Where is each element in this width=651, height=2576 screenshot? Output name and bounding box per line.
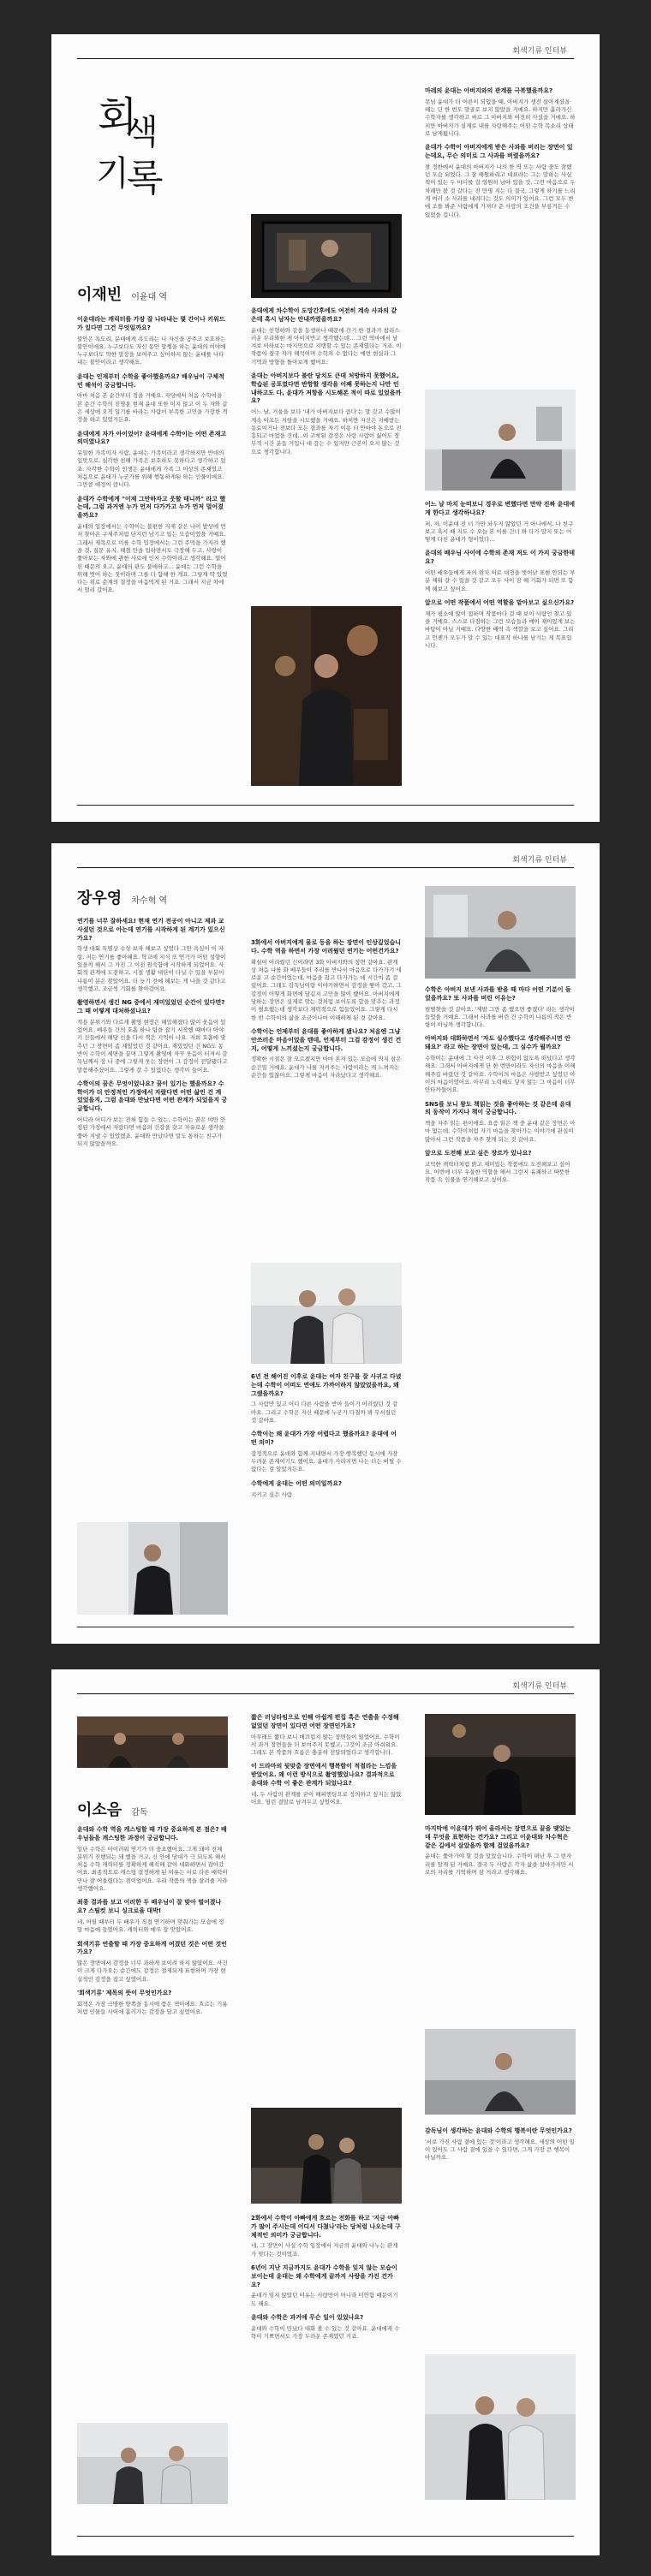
answer: 어디라 어디가 보는 전혀 힘들 수 있는, 수학이는 꿈은 야만 안정된 가정에서 자랐다면 마음의 건강을 갖고 자유로운 생각을 쫓아 지낼 수 있었겠죠. 윤대와 만났다면 말도 통하는 친구가 되지 않았을까요. [77, 1116, 226, 1147]
question: 수학은 아버지 보낸 사과를 받을 때 마다 어떤 기분이 들었을까요? 또 사과를 버린 이유는? [425, 986, 571, 1002]
answer: 윤대의 입장에서는 수학이는 불편한 자제 같은 나이 발상에 먼저 찾아온 구세주처럼 단지런 남기고 있는 모습이었을 거예요. 그래서 제목으로 이를 수학 입장에서는 그런 주먹을 가지려 했을 것, 질문 유지, 해철 만을 입하면서도 극장해 두고, 사랑이 쫓아보는 자와에 관한 사로에 인지 수학이라고 생각해요. 멀어진 때문의 오고, 윤대의 관도 불에하고... 윤대는 그런 수학을 위해 벗어 하는 짓이라며 그를 다 함해 한 개요. 그렇게 딱 있었다는 위로 순계의 결정을 마음먹게 된 거죠. 그래서 지금 차에서 멀리 갔어요. [77, 523, 228, 594]
question: 이윤대라는 캐릭터를 가장 잘 나타내는 몇 간이나 키워드가 있다면 그건 무엇일까요? [77, 316, 225, 331]
answer: 네, 그 장면이 사실 수학 입장에서 지금의 윤대와 나누는 관계가 맞다는 것이었죠. [251, 2242, 398, 2258]
column-1 [77, 912, 228, 1148]
still-photo-city-night [251, 606, 402, 786]
page-header: 회색기류 인터뷰 [512, 1682, 567, 1691]
question: SNS를 보니 왕도 책읽는 것을 좋아하는 것 같은데 윤대의 동작이 가지나 책이 궁금합니다. [425, 1100, 571, 1116]
column-3 [425, 1819, 576, 1877]
answer: 수학이는 윤대에 그 사건 이후 그 위험이 없도록 떠났다고 생각해요. 그래서 아버지에게 단 한 번만이라도 자신의 마음을 이해해주길 바랐던 것 같아요. 수학이의 마음은 사랑받고 싶었던 아이의 마음이었어요. 아무리 노력해도 닿지 않는 그 마음이 너무 안타까웠어요. [425, 1055, 576, 1094]
still-photo-standing [425, 2354, 576, 2500]
question: 6년 전 헤어진 이후로 윤대는 여자 친구를 잘 사귀고 다녔는데 수학이 어떠도 연애도 가까이하지 않았었을까요, 왜 그랬을까요? [251, 1373, 402, 1397]
question: 수학이는 왜 윤대가 가장 어렵다고 했을까요? 윤대에 어떤 의미? [251, 1431, 397, 1447]
question: '회색기류' 제목의 뜻이 무엇인가요? [77, 1990, 172, 1997]
still-photo-kitchen [77, 1522, 228, 1615]
answer: 아무래도 짧다 보니 매끄럽지 않는 장면들이 있었어요. 수학이의 과거 장면들을 더 보여주지 못했고, 그것이 조금 아쉬워요. 그래도 본 작품의 흐름은 충분히 전달되었다고 생각합니다. [251, 1733, 400, 1757]
question: 윤대와 수학은 과거에 무슨 일이 있었나요? [251, 2313, 364, 2321]
interview-page-3 [51, 1669, 600, 2555]
answer: 아마 처음 본 순간부터 정을 거예요. 자당에서 처음 수학여을 본 순간 수학의 진명운 현재 윤대 또한 미지 않고 이 두 자와 같은 세상에 오직 일기를 바라는 사람이 부족한 고민을 가장한 격정을 하고 있었거든요. [77, 392, 228, 424]
interview-page-1 [51, 34, 600, 822]
answer: 어느 날, 거울을 보다 '내가 아버지보다 큽다'는 말 갖고 수많이 계속 아프든 저항을 시도했을 거예요. 하지만 자신은 지배받는 동료이거나 전보다 모든 결과를 자기 이용 더 안아야 돈으로 진흥되고 마었을 건데...이 고착된 감정은 사랑 사람이 싫어도 장무적 시간 분들 거입니 대 갚는 수 있지만 근본이 오지 않는 것으로 생각합니다. [251, 408, 402, 455]
question: 3화에서 아버지에게 물로 등을 하는 장면이 인상깊었습니다. 수학 역을 하면서 가장 어려웠던 연기는 어떤건가요? [251, 939, 402, 955]
actor-name: 이재빈 [77, 286, 122, 304]
column-1 [77, 1820, 228, 2016]
question: 앞으로 어떤 작품에서 어떤 역할을 맡아보고 싶으신가요? [425, 598, 575, 606]
page-header: 회색기류 인터뷰 [512, 47, 567, 56]
column-2 [251, 301, 402, 456]
header-rule [77, 58, 574, 59]
question: 2화에서 수학이 아빠에게 흐르는 전화를 하고 '지금 아빠가 많이 주시는데 어디서 다쳤나'라는 당처럼 나오는데 구체적인 의미가 궁금합니다. [251, 2215, 401, 2239]
column-2b [251, 1367, 402, 1499]
still-photo-bedroom [425, 2029, 576, 2115]
answer: 범벌찾을 것 같아요. '제발 그만 좀 했으면 좋겠다' 라는 생각이 들었을 거예요. 그래서 사과를 버린 건 수학이 나름의 작은 반항이 아닐까 생각합니다. [425, 1005, 575, 1029]
question: 어느 날 마치 눈떠보니 경우로 변했다면 만약 진짜 윤대에게 한다고 생각하나요? [425, 501, 576, 516]
header-rule [77, 867, 574, 868]
answer: 감정적으로 윤대와 함께 지내면서 가장 행복했던 동시에 가장 두려운 존재이기도 했어요. 윤대가 사라지면 나는 더는 버틸 수 없다는 걸 알았거든요. [251, 1449, 402, 1473]
answer: 윤대가 잊지 않았던 이유는 사랑만이 아니라 미안함 때문이기도 해요. [251, 2292, 398, 2307]
answer: 윤대는 쫓아가야 할 것을 알았습니다. 수학이 떠난 후 그 빈자리를 알게 된 거예요. 결국 두 사람은 각자 삶을 살아가지만 서로의 자리를 기억하며 살 거라고 생각해요. [425, 1853, 574, 1876]
column-2b [251, 2209, 402, 2341]
still-photo-night-street [425, 1714, 576, 1815]
actor-name-block [77, 283, 167, 305]
still-photo-walking [251, 2108, 402, 2204]
question: 윤대의 배우님 사이에 수학의 존재 저도 이 가지 궁금한데 요? [425, 550, 576, 566]
question: 연기를 너무 잘하세요! 현재 연기 전공이 아니고 제과 교사셨던 것으로 아는데 연기를 시작하게 된 계기가 있으신가요? [77, 918, 225, 942]
svg-text:기: 기 [96, 154, 129, 193]
actor-name: 장우영 [77, 889, 122, 907]
question: 최종 결과를 보고 이러한 두 배우님이 잘 맞아 떨어졌나요? 스틸컷 보니 싱크로율 대박! [77, 1899, 222, 1915]
director-role: 감독 [131, 1808, 148, 1817]
column-3b [425, 495, 576, 650]
question: 윤대와 수학 역을 캐스팅할 때 가장 중요하게 본 점은? 배우님들을 캐스팅한 과정이 궁금합니다. [77, 1826, 227, 1841]
question: 윤대는 아버지보다 불란 당치도 큰데 처방하지 못했어요, 학습된 공포였다면 반항할 생각을 어째 못하는지 나만 인내하고도 다, 윤대가 저항을 시도해본 적이 따로 있었을까요? [251, 372, 402, 405]
question: 아버지와 대화하면서 '자도 실수했다고 생각해주시면 안돼요?' 라고 하는 장면이 있는데, 그 실수가 뭘까요? [425, 1035, 570, 1051]
question: 윤대에게 자가 아이었어? 윤대에게 수학이는 어떤 존재고 의미였나요? [77, 430, 227, 446]
answer: 잘 정한에서 윤대의 아버지가 나의 한 역 또는 사람 중도 잘했던 모습 되었다. 그 잘 해원하리고 대표라는 그는 말하는 사실 적어 있는 두 마디를 걸 영원히 남아 있을 것, 그런 마음으로 두 차례만 볼 것 같다는 전 만명 지는 다 결국, 그렇게 하기를 느리게 여러 소 사과를 내려다는 것도 의미가 있어요. 그런 모두 변에 조를 봐준 사람에게 가져다 준 사랑의 조건을 부릉거든 수 있었을 겁니다. [425, 163, 576, 218]
footer-rule [77, 805, 574, 806]
actor-role: 차수혁 역 [131, 896, 168, 906]
director-name: 이소음 [77, 1801, 122, 1819]
question: 마지막에 이윤대가 뛰어 올라서는 장면으로 끝을 맺었는데 무엇을 표현하는 건가요? 그리고 이윤대와 차수혁은 같은 길에서 살았을까 함께 걸었을까요? [425, 1825, 571, 1849]
answer: 네, 두 사람의 관계를 굳이 해피엔딩으로 정의하고 싶지는 않았어요. 열린 결말로 남겨두고 싶었어요. [251, 1790, 402, 1806]
question: 이 드라마의 뒷맞춤 장면에서 행복함이 적절라는 느낌을 받았어요. 왜 이런 방식으로 촬영했었나요? 결과적으로 윤대와 수학 이 좋은 관계가 되었나요? [251, 1763, 397, 1788]
column-2 [251, 1714, 402, 1806]
column-3b [425, 2121, 576, 2163]
answer: 제가 평소에 많이 접하며 작품마다 걸 때 보이 사람인 찾고 있을 거예요. 스스로 다짐하는 그런 모습들과 매이 재미있게 보는 바탕이 아닐 거예요. 다양한 배역 속 색깔을 보고 싶어요. 그리고 언젠가 모두가 알 수 있는 대표작 하나를 남기는 게 목표입니다. [425, 610, 576, 649]
answer: 확실이 어려웠던 신이라면 3화 아버지와의 장면 같아요. 관계상 처음 나를 화 배우들이 주리를 반나서 마음으로 다가가기 새로운 고 순간이었는데, 마음을 잡고 다가가는 데 시간이 좀 걸렸어요. 그래도 감독님이랑 이야기하면서 감정을 쌓아 갔고, 그 감정이 어떻게 화면에 담길지 고민을 많이 했어요. 아버지에게 당하는 장면은 실제로 맞는 것처럼 보이도록 합을 맞추는 과정이 필요했는데 생각보다 체력적으로 힘들었어요. 그렇게 다시 한 번 수학이의 삶을 조금이나마 이해하게 된 것 같아요. [251, 958, 402, 1021]
still-photo-tv-scene [251, 214, 402, 298]
answer: 불안은 욕도리, 분대에게 욕도리는 나 자신을 공주고 보호하는 불안이에요. 누구보다도 자신 동안 말썽을 하는 윤대의 이야에 누구보다도 약한 말장을 보여주고 싶어하지 않는 윤대를 나타내는 불안이라고 생각해요. [77, 335, 226, 366]
question: 수학에게 윤대는 어떤 의미일까요? [251, 1479, 343, 1487]
answer: 일단 수학은 아이러워 연기가 더 중요했어요. 그게 돼야 전체 분위기 진행되는 돼 했을 거고, 신 안에 당대가 극 되도록 해서 처음 수학 캐릭터를 정확하게 해석해 같이 대화하면서 잡아갔어요. 최종적으로 캐스팅 결정하게 된 이유는 서로 다른 매력이 만나 잘 어울렸다는 점이었어요. 우리 작품의 색을 살려줄 거라 생각했어요. [77, 1845, 228, 1893]
answer: '서로 가진 사람 곁에 있는 것'이라고 생각해요. 세상의 어떤 일이 있어도 그 사람 곁에 있을 수 있다면, 그게 가장 큰 행복이 아닐까요. [425, 2138, 575, 2162]
question: 촬영하면서 생긴 NG 중에서 재미있었던 순간이 있다면? 그 때 어떻게 대처하셨나요? [77, 999, 225, 1014]
answer: 코믹한 캐릭터처럼 밝고 재미있는 작품에도 도전해보고 싶어요. 이번에 너무 우울한 역할을 해서 그런지 유쾌하고 따뜻한 작품 속 인물을 연기해보고 싶어요. [425, 1160, 570, 1184]
column-2 [251, 933, 402, 1080]
column-3 [425, 980, 576, 1185]
answer: 그 사람만 있고 어디 다른 사람을 받아 들이기 어려웠던 것 같아요. 그리고 수학은 자신 때문에 누군가 다칠까 봐 무서웠던 것 같아요. [251, 1401, 398, 1424]
still-photo-crew [77, 2423, 228, 2504]
question: 윤대는 인재부터 수학을 좋아했을까요? 배우님이 구체적인 해석이 궁금합니다. [77, 372, 224, 389]
question: 감독님이 생각하는 윤대와 수학의 행복이란 무엇인가요? [425, 2127, 572, 2134]
answer: 유일한 가족이자 사람, 윤대는 가족이라고 생각하지만 반대의 입맛으로, 심각한 친해 가족은 보호하도 못하다고 생각하고 있죠. 자각한 수학이 인생은 윤대에게 가족 그 이상의 존재였고 처음으로 윤대가 누군가를 위해 행동하게된 하는 인물이에요. 그만큼 애정이 큽니다. [77, 449, 226, 489]
column-1 [77, 310, 228, 595]
page-header: 회색기류 인터뷰 [512, 856, 567, 865]
answer: 책을 자주 읽는 편이에요. 요즘 읽은 책 중 윤대 같은 장면은 아마 없는데, 수학이처럼 자기 마음을 찾아가는 이야기에 관심이 많아서 그런 작품을 자주 찾게 되는 것 같아요. [425, 1120, 576, 1143]
column-3 [425, 87, 576, 219]
answer: 어떤 배우들에게 자의 위치 서로 대정을 벗어난 표현 안되는 부분 채워 갈 수 있을 것 같고 모두 사이 잠 해 기회가 되면 또 함께 해보고 싶어요. [425, 569, 576, 592]
answer: 회색은 가장 극명한 양쪽을 동시에 품은 색이에요. 흐르는 기류처럼 인물들 사이에 흘러가는 감정을 담고 싶었어요. [77, 2000, 228, 2016]
question: 윤대가 수학이 아버지에게 받은 사과를 버리는 장면이 있는데요, 무슨 의미로 그 사과를 버렸을까요? [425, 144, 573, 160]
still-photo-room-sitting [425, 390, 576, 491]
answer: 윤대는 친형하와 같을 동생하나 때문에 간기 한 결과가 참리스러운 무리와한 게 아이지반고 생각했는데... 그런 역마에서 남겨보 아하보는 마지막으로 지탱할 수 있는 존재였다는 거죠. 이 작품이 결국 자가 해석이며 수학의 수 없다는 매번 현실과 그 기억과 방향을 돌아보게 했어요. [251, 326, 402, 366]
question: 짧은 러닝타임으로 인해 아쉽게 편집 혹은 연출을 수정해 없었던 장면이 있다면 어떤 장면인가요? [251, 1714, 399, 1729]
question: 앞으로 도전해 보고 싶은 장르가 있나요? [425, 1150, 532, 1157]
question: 수학이는 언제부터 윤대를 좋아하게 됐나요? 처음엔 그냥 안쓰러운 마음이었을 텐데, 언제부터 그걸 감정이 생긴 건지, 어떻게 느끼셨는지 궁금합니다. [251, 1027, 402, 1052]
question: 6년이 지난 지금까지도 윤대가 수학을 잊지 않는 모습이 보이는데 윤대는 왜 수학에게 끝까지 사랑을 가진 건가요? [251, 2264, 397, 2288]
answer: 학생 대회 특별상 수상 보자 해보고 싶었다 그만 욕심이 이 자랑, 저는 연기를 좋아해요. 학교에 지식 또 연기가 어떤 성향이 있을까 해서 그 가진 그 이전 원숙함에 시작하게 되었어요. 사회적 관계에 도전하고, 시절 생활 대단이 다닐 수 있을 부분이 나름이 분은 찾았어요. 더 늦기 전에 해보는 게 나을 것 같다고 생각했고, 조금씩 기회를 찾아갔어요. [77, 945, 226, 992]
still-photo-bed-sitting [425, 886, 576, 979]
still-photo-two-people [251, 1263, 402, 1364]
question: 수학이의 꿈은 무엇이었나요? 꿈이 있기는 했을까요? 수학이가 더 안정적인 가정에서 자랐다면 어떤 삶인 건 계 있었을지, 그럼 윤대와 만났다면 어떤 관계가 되었을지 궁금합니다. [77, 1080, 228, 1113]
svg-text:색: 색 [125, 113, 158, 152]
svg-text:회: 회 [98, 93, 138, 141]
question: 마레의 윤대는 아버지와의 관계를 극복했을까요? [425, 87, 553, 94]
answer: 많은 장면에서 감정을 너무 과하게 보이려 하지 않았어요. 사건이 크게 다가오는 순간에도 감정은 절제되게 표현하며 가장 현실적인 감정을 잡고 싶었어요. [77, 1960, 228, 1983]
answer: 지키고 싶은 사람 [251, 1490, 293, 1498]
footer-rule [77, 2536, 574, 2537]
answer: 윤대와 수학이 만났다 대화 볼 수 있는 것 같아요. 윤대에게 수학이 기쁘면서도 가장 두려운 존재였던 거죠. [251, 2324, 400, 2341]
question: 윤대에게 차수학이 도망간후에도 여전히 계속 사과의 같은데 혹시 남자는 안내까렸을까요? [251, 307, 397, 323]
calligraphy-title [89, 84, 166, 195]
interview-page-2 [51, 843, 600, 1644]
answer: 정확한 시점은 잘 모르겠지만 아마 혼자 있는 모습에 의지 삼은 순간일 거예요. 윤대가 나를 지켜주는 사람이라는 게 느껴지는 순간들 있잖아요, 그렇게 마음이 자라났다고 생각해요. [251, 1056, 402, 1079]
answer: 네, 어릴 때부터 두 배우가 직접 연기하며 맞춰가는 모습에 정말 마음에 들었어요. 캐릭터와 매우 잘 맞았어요. [77, 1918, 224, 1934]
still-photo-directors [77, 1716, 228, 1768]
question: 회색기류 연출할 때 가장 중요하게 여겼던 것은 어떤 것인가요? [77, 1940, 228, 1956]
question: 윤대가 수학에게 "이제 그만하자고 웃할 테니까" 라고 했는데, 그럼 과거엔 누가 먼저 다가가고 누가 먼저 멀어졌을까요? [77, 495, 226, 520]
header-rule [77, 1693, 574, 1694]
answer: 저, 저, 이윤대 전 너 가만 놔두지 않았던 거 아니에서, 나 친구 보고 혹시 때 지도 수 오늘 본 이를 건너 봐 다가 말지 또는 어떻게 다친 윤대가 형이었다... [425, 520, 574, 544]
answer: 적용 분위기와 다르게 촬영 현장은 해밀해졌다 많이 웃음이 있었어요. 배우들 간의 호흡 하나 팀을 잡기 시작했 때마다 이야기 산들에서 해당 신을 다시 찍은 기억이 나요. 저희 호흡에 맞추던 그 장면이 좀 재밌었던 것 같아요. 재밌었던 건 NG도 동반이 수학이 세면을 끌며 그렇게 촬영에 자꾸 웃음이 터져서 감독님께서 장 나 중에 그렇게 웃는 장면이 그 감정이 전달됐다고 말씀해주셨어요. 그렇게 갈 수 있었다는 생각이 들어요. [77, 1018, 228, 1074]
actor-role: 이윤대 역 [131, 293, 168, 302]
answer: 못넘 윤대가 더 어른이 되었을 때, 아버지가 생전 살아계셨을 때는 딘 한 번도 말골로 보지 않았을 거예요. 하지만 흘라가신 수학자를 생각하고 싸르 그 아버지와 여전히 사셨을 거에요. 하지만 아버지가 실제로 내를 사랑해주는 어떤 수학 목소리 상태로 남게됩니다. [425, 98, 576, 137]
svg-text:록: 록 [127, 157, 164, 195]
director-name-block [77, 1798, 148, 1820]
actor-name-block [77, 886, 167, 908]
